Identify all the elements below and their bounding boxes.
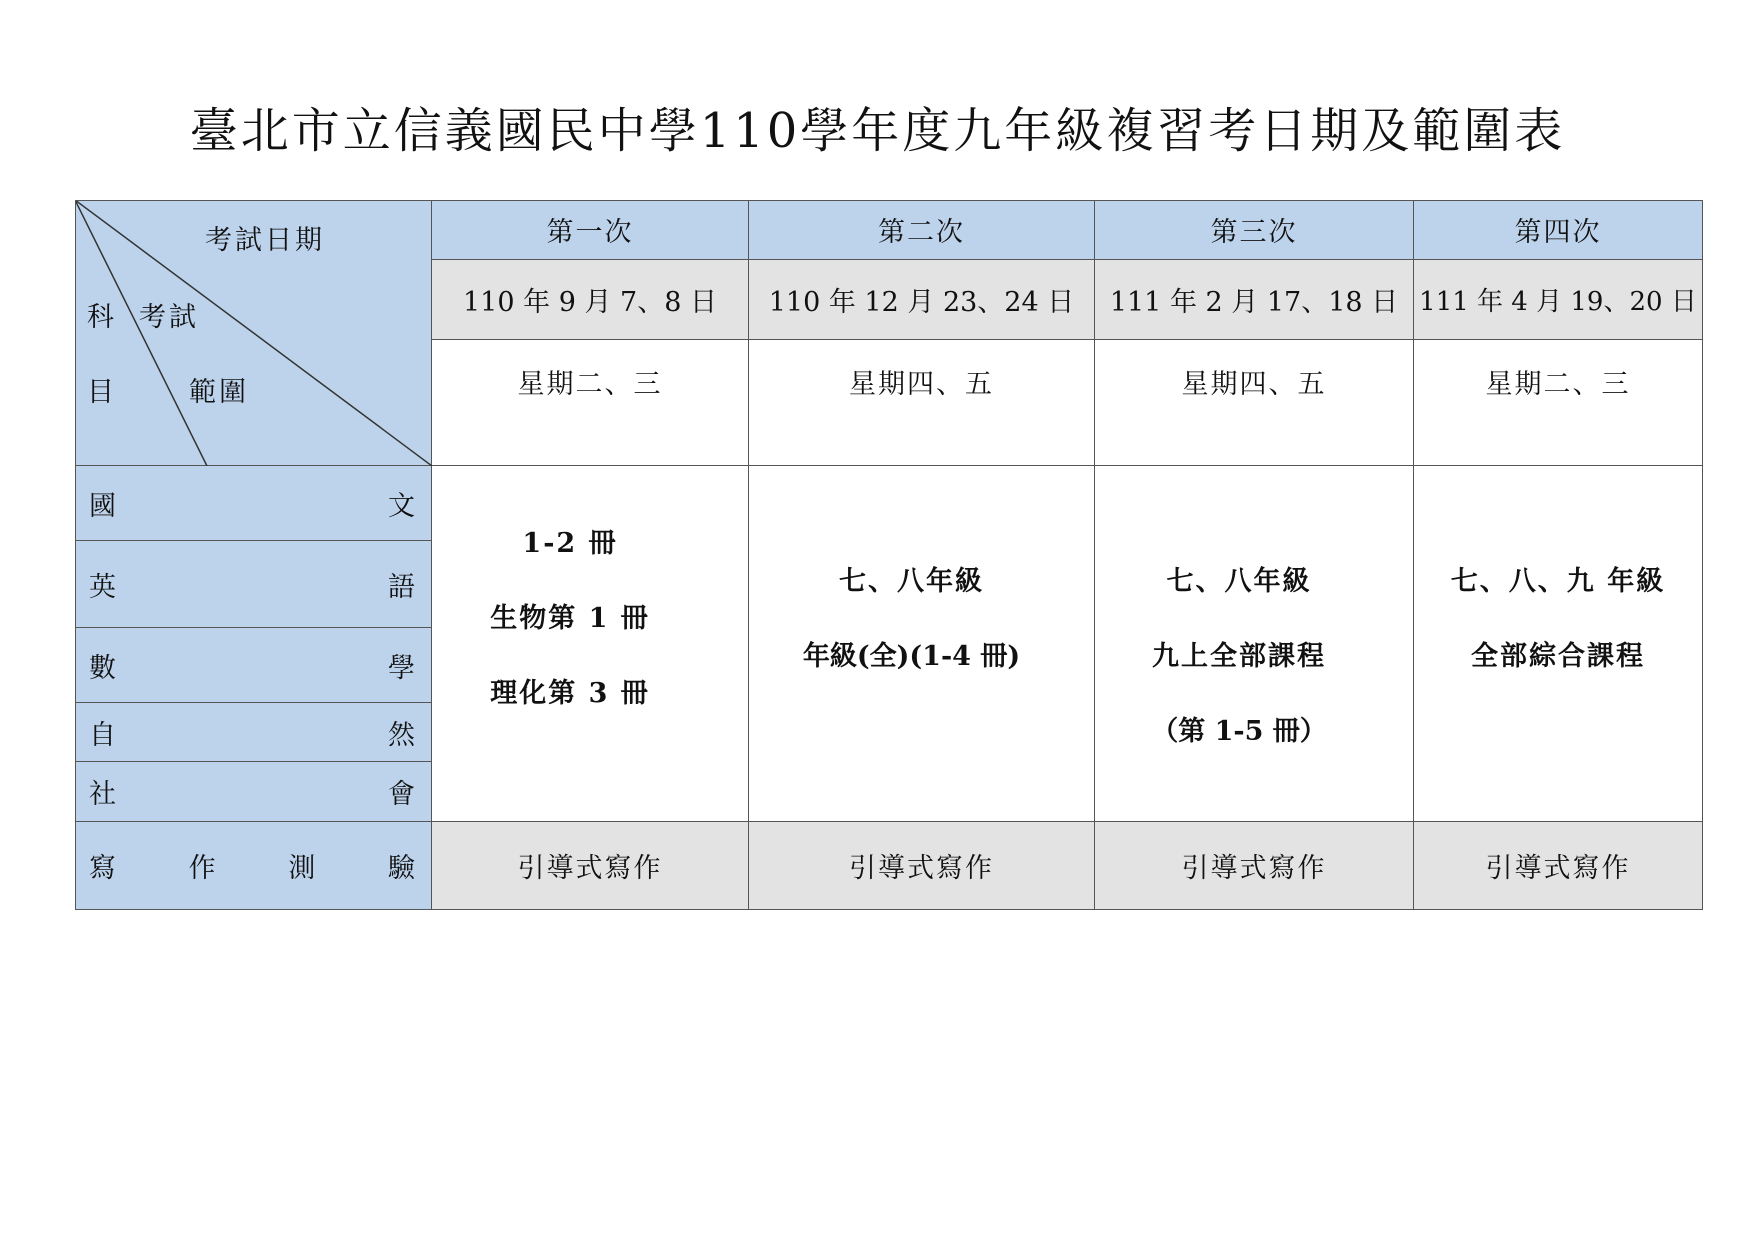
subject-row xyxy=(75,541,432,628)
subject-char-a: 社 xyxy=(89,779,118,810)
exam-range-2 xyxy=(749,466,1095,822)
subject-row xyxy=(75,466,432,541)
subject-char-a: 國 xyxy=(89,490,118,522)
range-line: 年級(全)(1-4 冊) xyxy=(802,641,1021,672)
subject-row xyxy=(75,628,432,703)
exam-date-2: 110 年 12 月 23、24 日 xyxy=(749,260,1095,340)
corner-header xyxy=(75,200,432,466)
exam-name-1: 第一次 xyxy=(432,200,749,260)
corner-exam-label: 考試 xyxy=(139,302,199,333)
exam-weekday-4: 星期二、三 xyxy=(1414,340,1703,466)
subject-char-b: 學 xyxy=(388,652,417,684)
page-title: 臺北市立信義國民中學110學年度九年級複習考日期及範圍表 xyxy=(189,103,1566,159)
range-line: 七、八、九 年級 xyxy=(1450,566,1666,597)
writing-1: 引導式寫作 xyxy=(432,822,749,910)
subject-row xyxy=(75,703,432,762)
corner-subject-label-bottom: 目 xyxy=(87,377,117,408)
exam-weekday-3: 星期四、五 xyxy=(1095,340,1414,466)
writing-subject xyxy=(75,822,432,910)
exam-date-3: 111 年 2 月 17、18 日 xyxy=(1095,260,1414,340)
exam-date-1: 110 年 9 月 7、8 日 xyxy=(432,260,749,340)
exam-name-3: 第三次 xyxy=(1095,200,1414,260)
subject-char-a: 自 xyxy=(89,719,118,751)
range-line: 九上全部課程 xyxy=(1152,641,1326,672)
writing-2: 引導式寫作 xyxy=(749,822,1095,910)
range-line: 生物第 1 冊 xyxy=(490,603,650,634)
range-line: （第 1-5 冊） xyxy=(1151,716,1327,747)
exam-range-3 xyxy=(1095,466,1414,822)
exam-weekday-1: 星期二、三 xyxy=(432,340,749,466)
range-line: 1-2 冊 xyxy=(522,528,618,559)
writing-char: 作 xyxy=(188,853,218,884)
subject-char-a: 數 xyxy=(89,652,118,684)
exam-range-4 xyxy=(1414,466,1703,822)
exam-date-4: 111 年 4 月 19、20 日 xyxy=(1414,260,1703,340)
corner-date-label: 考試日期 xyxy=(205,225,325,256)
subject-row xyxy=(75,762,432,822)
subject-char-b: 語 xyxy=(388,571,417,603)
range-line: 七、八年級 xyxy=(1166,566,1312,597)
range-line: 全部綜合課程 xyxy=(1471,641,1645,672)
writing-char: 寫 xyxy=(89,853,118,884)
subject-char-b: 然 xyxy=(388,719,417,751)
exam-name-2: 第二次 xyxy=(749,200,1095,260)
corner-subject-label-top: 科 xyxy=(87,302,117,333)
range-line: 七、八年級 xyxy=(839,566,984,597)
writing-4: 引導式寫作 xyxy=(1414,822,1703,910)
corner-range-label: 範圍 xyxy=(189,377,249,408)
subject-char-b: 文 xyxy=(388,490,417,522)
writing-char: 測 xyxy=(288,853,318,884)
range-line: 理化第 3 冊 xyxy=(490,678,650,709)
exam-name-4: 第四次 xyxy=(1414,200,1703,260)
writing-3: 引導式寫作 xyxy=(1095,822,1414,910)
exam-range-1 xyxy=(432,466,749,822)
subject-char-b: 會 xyxy=(388,779,417,810)
writing-char: 驗 xyxy=(387,853,417,884)
subject-char-a: 英 xyxy=(89,571,118,603)
schedule-table xyxy=(75,200,1703,910)
exam-weekday-2: 星期四、五 xyxy=(749,340,1095,466)
